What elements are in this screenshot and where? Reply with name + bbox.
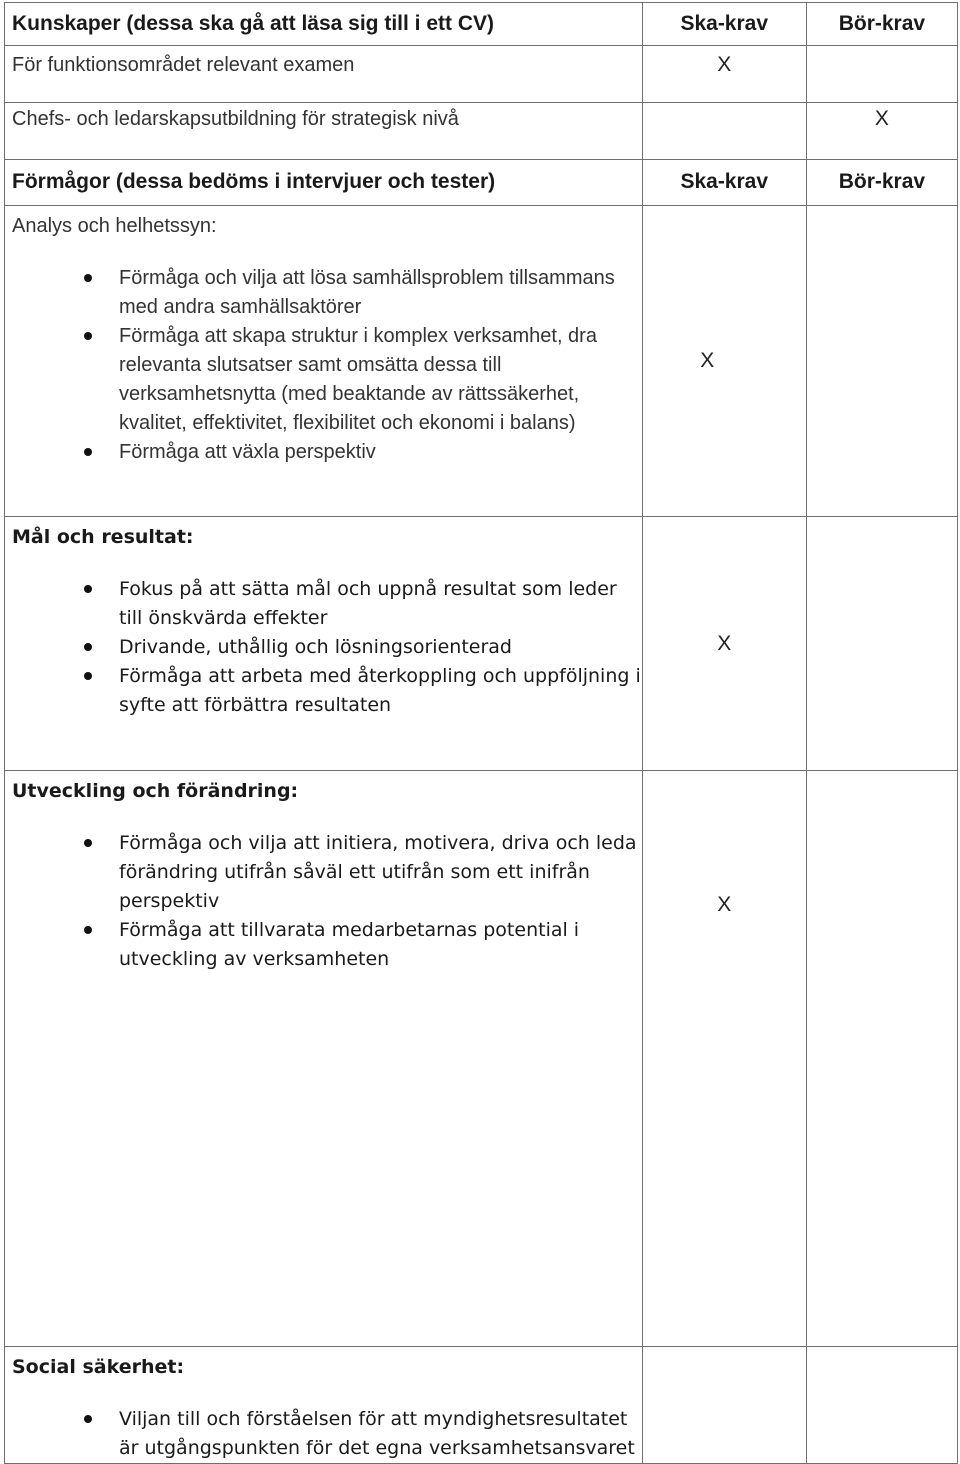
ability-bullet	[119, 322, 642, 438]
ability-section-should-mark	[806, 1347, 957, 1464]
ability-section-content	[5, 206, 643, 517]
abilities-header-should: Bör-krav	[806, 160, 957, 206]
knowledge-row-should-mark	[806, 46, 957, 103]
knowledge-row-should-mark: X	[806, 103, 957, 160]
bullet-icon	[84, 448, 92, 456]
bullet-icon	[84, 1415, 92, 1423]
ability-bullet-list	[5, 1405, 642, 1463]
ability-bullet-text: Förmåga att växla perspektiv	[119, 441, 376, 463]
ability-bullet-text: Förmåga att skapa struktur i komplex verksamhet, dra relevanta slutsatser samt omsätta dessa till verksamhetsnytta (med beaktande av rättssäkerhet, kvalitet, effektivitet, flexibilitet och ekonomi i balans)	[119, 325, 597, 434]
knowledge-row	[5, 103, 958, 160]
knowledge-header-should: Bör-krav	[806, 3, 957, 46]
ability-section-should-mark	[806, 517, 957, 771]
bullet-icon	[84, 585, 92, 593]
bullet-icon	[84, 839, 92, 847]
ability-bullet-text: Förmåga och vilja att lösa samhällsproblem tillsammans med andra samhällsaktörer	[119, 267, 615, 318]
bullet-icon	[84, 274, 92, 282]
ability-section-must-mark	[642, 1347, 806, 1464]
ability-section-content	[5, 517, 643, 771]
ability-bullet-text: Förmåga att tillvarata medarbetarnas potential i utveckling av verksamheten	[119, 919, 580, 970]
requirements-table	[4, 2, 958, 1464]
ability-section	[5, 771, 958, 1347]
ability-bullet	[119, 633, 642, 662]
ability-bullet	[119, 264, 642, 322]
ability-bullet-list	[5, 829, 642, 974]
ability-bullet	[119, 1405, 642, 1463]
ability-section-should-mark	[806, 206, 957, 517]
ability-bullet-text: Viljan till och förståelsen för att myndighetsresultatet är utgångspunkten för det egna verksamhetsansvaret	[119, 1408, 635, 1459]
ability-section-must-mark: X	[642, 517, 806, 771]
knowledge-header-title: Kunskaper (dessa ska gå att läsa sig till i ett CV)	[5, 3, 643, 46]
ability-section-title: Utveckling och förändring:	[12, 780, 299, 802]
ability-section-title: Analys och helhetssyn:	[12, 215, 217, 237]
ability-bullet-text: Förmåga att arbeta med återkoppling och uppföljning i syfte att förbättra resultaten	[119, 665, 641, 716]
ability-bullet	[119, 575, 642, 633]
ability-bullet	[119, 662, 642, 720]
knowledge-row-label: Chefs- och ledarskapsutbildning för strategisk nivå	[5, 103, 643, 160]
ability-section-must-mark: X	[642, 771, 806, 1347]
ability-section-content	[5, 1347, 643, 1464]
ability-section	[5, 517, 958, 771]
ability-section-must-mark: X	[642, 206, 806, 517]
ability-section-should-mark	[806, 771, 957, 1347]
bullet-icon	[84, 672, 92, 680]
ability-bullet	[119, 916, 642, 974]
ability-bullet-text: Drivande, uthållig och lösningsorienterad	[119, 636, 512, 658]
ability-section-title: Social säkerhet:	[12, 1356, 185, 1378]
knowledge-row-must-mark	[642, 103, 806, 160]
bullet-icon	[84, 332, 92, 340]
ability-bullet-list	[5, 264, 642, 467]
knowledge-header-row	[5, 3, 958, 46]
ability-bullet	[119, 829, 642, 916]
abilities-header-title: Förmågor (dessa bedöms i intervjuer och tester)	[5, 160, 643, 206]
ability-section	[5, 206, 958, 517]
knowledge-row-label: För funktionsområdet relevant examen	[5, 46, 643, 103]
ability-bullet-text: Förmåga och vilja att initiera, motivera, driva och leda förändring utifrån såväl ett utifrån som ett inifrån perspektiv	[119, 832, 637, 912]
bullet-icon	[84, 926, 92, 934]
ability-bullet-list	[5, 575, 642, 720]
abilities-header-row	[5, 160, 958, 206]
knowledge-row	[5, 46, 958, 103]
ability-bullet	[119, 438, 642, 467]
ability-section-title: Mål och resultat:	[12, 526, 194, 548]
ability-section	[5, 1347, 958, 1464]
knowledge-header-must: Ska-krav	[642, 3, 806, 46]
abilities-header-must: Ska-krav	[642, 160, 806, 206]
ability-section-content	[5, 771, 643, 1347]
bullet-icon	[84, 643, 92, 651]
knowledge-row-must-mark: X	[642, 46, 806, 103]
ability-bullet-text: Fokus på att sätta mål och uppnå resultat som leder till önskvärda effekter	[119, 578, 617, 629]
